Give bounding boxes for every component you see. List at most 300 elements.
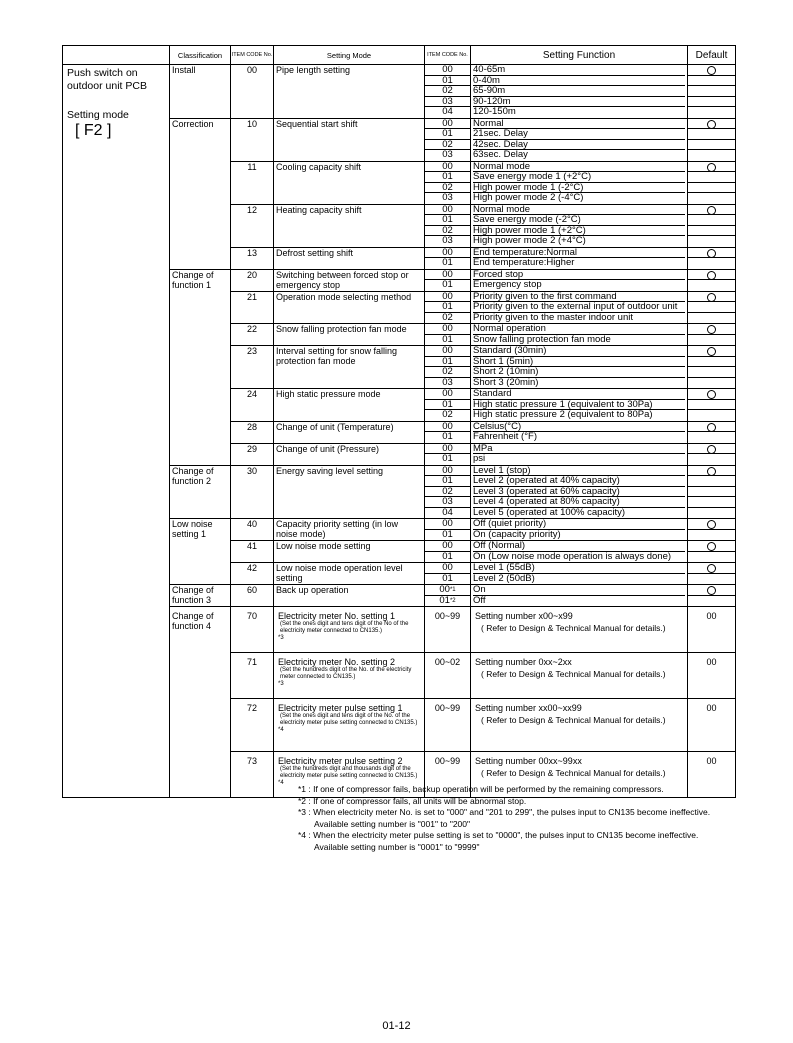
setting-mode-label: [63, 65, 170, 798]
function-value: Priority given to the master indoor unit: [473, 312, 633, 323]
default-cell: [688, 291, 736, 324]
function-title: Setting number x00~x99: [475, 611, 573, 621]
function-value: Off (Normal): [473, 541, 685, 552]
default-value: [688, 302, 735, 313]
mode-footnote-ref: *4: [278, 727, 284, 733]
code-value: [425, 422, 470, 433]
code-value: [425, 563, 470, 574]
function-ref: ( Refer to Design & Technical Manual for details.): [481, 768, 666, 778]
default-value: [688, 487, 735, 498]
default-cell: [688, 161, 736, 204]
code-text: 01: [442, 529, 453, 540]
function-title: Setting number xx00~xx99: [475, 703, 582, 713]
code-value: [425, 258, 470, 269]
mode-note: (Set the ones digit and tens digit of the No of the electricity meter connected to CN135.): [280, 621, 409, 634]
function-value: MPa: [473, 444, 685, 455]
function-value: End temperature:Higher: [473, 258, 575, 268]
code-value: [425, 367, 470, 378]
code-cell: [425, 269, 471, 291]
mode-title: Electricity meter No. setting 1: [278, 611, 396, 621]
item-code-cell: 30: [231, 465, 274, 519]
code-value: [425, 302, 470, 313]
code-cell: [425, 389, 471, 422]
default-value: [688, 357, 735, 368]
code-value: [425, 497, 470, 508]
default-value: [688, 129, 735, 140]
setting-mode-cell: Operation mode selecting method: [274, 291, 425, 324]
default-value: [688, 444, 735, 455]
default-value: [688, 258, 735, 269]
code-text: 02: [442, 182, 453, 193]
code-value: [425, 466, 470, 477]
default-cell: [688, 541, 736, 563]
function-cell: [471, 563, 688, 585]
default-value: [688, 585, 735, 596]
default-value: [688, 248, 735, 259]
code-text: 01: [442, 258, 453, 268]
default-circle-icon: [707, 347, 716, 356]
function-value: Forced stop: [473, 270, 685, 281]
item-code-cell: 42: [231, 563, 274, 585]
default-value: [688, 215, 735, 226]
function-value: Fahrenheit (°F): [473, 432, 537, 442]
function-value: High power mode 2 (+4°C): [473, 236, 586, 246]
code-text: 02: [442, 367, 453, 377]
footnote: *2 : If one of compressor fails, all units will be abnormal stop.: [298, 795, 527, 806]
default-circle-icon: [707, 467, 716, 476]
default-circle-icon: [707, 120, 716, 129]
function-value: Normal mode: [473, 205, 685, 216]
code-text: 01: [442, 551, 453, 562]
default-value: [688, 107, 735, 118]
default-circle-icon: [707, 390, 716, 399]
code-value: [425, 150, 470, 161]
default-value: [688, 162, 735, 173]
item-code-cell: 23: [231, 346, 274, 389]
code-cell: 00~99: [425, 607, 471, 653]
code-value: [425, 476, 470, 487]
code-value: [425, 172, 470, 183]
setting-mode-cell: Cooling capacity shift: [274, 161, 425, 204]
code-value: [425, 119, 470, 130]
left-line: Setting mode: [67, 109, 129, 121]
code-text: 03: [442, 96, 453, 107]
default-value: [688, 119, 735, 130]
footnotes: [298, 784, 710, 853]
code-text: 00: [442, 247, 453, 258]
function-cell: [471, 204, 688, 247]
function-value: 65-90m: [473, 86, 685, 97]
code-text: 01: [442, 476, 453, 486]
default-value: [688, 541, 735, 552]
classification-cell: Change of function 4: [170, 607, 231, 653]
code-text: 01: [442, 399, 453, 410]
code-cell: [425, 247, 471, 269]
function-cell: [471, 389, 688, 422]
code-cell: [425, 541, 471, 563]
function-value: Level 1 (stop): [473, 466, 685, 477]
code-text: 00: [442, 161, 453, 172]
footnote: *4 : When the electricity meter pulse setting is set to "0000", the pulses input to CN135 become ineffective.: [298, 830, 699, 840]
default-cell: 00: [688, 653, 736, 699]
default-value: [688, 270, 735, 281]
item-code-cell: 20: [231, 269, 274, 291]
code-cell: [425, 421, 471, 443]
default-value: [688, 596, 735, 607]
function-value: High static pressure 1 (equivalent to 30Pa): [473, 400, 685, 411]
default-cell: [688, 118, 736, 161]
classification-cell: [170, 204, 231, 247]
setting-mode-cell: Snow falling protection fan mode: [274, 324, 425, 346]
code-value: [425, 389, 470, 400]
function-value: On: [473, 585, 685, 596]
default-value: [688, 432, 735, 443]
function-value: 21sec. Delay: [473, 129, 685, 140]
function-value: Level 4 (operated at 80% capacity): [473, 497, 685, 508]
code-cell: [425, 204, 471, 247]
function-value: 90-120m: [473, 97, 685, 108]
function-value: Snow falling protection fan mode: [473, 334, 611, 345]
left-line: Push switch on: [67, 67, 138, 79]
setting-mode-cell: Switching between forced stop or emergency stop: [274, 269, 425, 291]
code-text: 01: [442, 356, 453, 367]
default-value: [688, 172, 735, 183]
code-value: [425, 324, 470, 335]
default-value: [688, 183, 735, 194]
code-value: [425, 193, 470, 204]
function-value: High power mode 1 (-2°C): [473, 183, 685, 194]
code-text: 00: [442, 519, 453, 529]
function-value: Celsius(°C): [473, 422, 685, 433]
classification-cell: [170, 346, 231, 389]
code-value: [425, 205, 470, 216]
function-value: Normal: [473, 119, 685, 130]
code-text: 00: [442, 443, 453, 454]
footnote: *3 : When electricity meter No. is set to "000" and "201 to 299", the pulses input to CN135 become ineffective.: [298, 807, 711, 817]
code-value: [425, 86, 470, 97]
code-text: 01: [442, 432, 453, 442]
header-code: ITEM CODE No.: [425, 46, 471, 65]
item-code-cell: 13: [231, 247, 274, 269]
item-code-cell: 28: [231, 421, 274, 443]
default-value: [688, 313, 735, 324]
footnote-continuation: Available setting number is "001" to "200": [314, 818, 471, 829]
code-value: [425, 432, 470, 443]
item-code-cell: 41: [231, 541, 274, 563]
code-text: 00: [442, 324, 453, 334]
classification-cell: Change of function 1: [170, 269, 231, 291]
code-value: [425, 226, 470, 237]
default-value: [688, 205, 735, 216]
default-value: [688, 389, 735, 400]
function-value: Emergency stop: [473, 280, 542, 290]
code-cell: [425, 519, 471, 541]
setting-mode-cell: [274, 699, 425, 752]
code-value: [425, 519, 470, 530]
code-text: 00: [442, 118, 453, 129]
item-code-cell: 29: [231, 443, 274, 465]
code-value: [425, 215, 470, 226]
default-circle-icon: [707, 542, 716, 551]
mode-title: Electricity meter pulse setting 1: [278, 703, 403, 713]
mode-title: Electricity meter pulse setting 2: [278, 756, 403, 766]
default-circle-icon: [707, 520, 716, 529]
code-text: 02: [442, 312, 453, 323]
classification-cell: [170, 563, 231, 585]
function-value: Normal mode: [473, 162, 685, 173]
default-circle-icon: [707, 445, 716, 454]
code-value: [425, 65, 470, 76]
code-value: [425, 140, 470, 151]
settings-table: [62, 45, 736, 798]
function-cell: [471, 465, 688, 519]
function-value: Standard: [473, 389, 685, 400]
setting-mode-cell: High static pressure mode: [274, 389, 425, 422]
code-text: 00: [442, 541, 453, 551]
default-value: [688, 454, 735, 465]
classification-cell: [170, 541, 231, 563]
code-value: [425, 280, 470, 291]
code-text: 01: [442, 75, 453, 86]
default-value: [688, 574, 735, 585]
code-text: 02: [442, 225, 453, 236]
default-cell: 00: [688, 607, 736, 653]
setting-mode-cell: Low noise mode setting: [274, 541, 425, 563]
default-cell: [688, 421, 736, 443]
item-code-cell: 60: [231, 585, 274, 607]
default-circle-icon: [707, 249, 716, 258]
function-ref: ( Refer to Design & Technical Manual for details.): [481, 669, 666, 679]
code-text: 03: [442, 236, 453, 246]
classification-cell: [170, 291, 231, 324]
code-text: 04: [442, 507, 453, 518]
function-cell: [471, 653, 688, 699]
default-cell: [688, 519, 736, 541]
mode-title: Electricity meter No. setting 2: [278, 657, 396, 667]
default-value: [688, 324, 735, 335]
mode-note: (Set the ones digit and tens digit of the No. of the electricity meter pulse setting connected to CN135.): [280, 713, 418, 726]
code-text: 01: [442, 280, 453, 290]
code-text: 02: [442, 86, 453, 96]
function-value: High power mode 1 (+2°C): [473, 226, 685, 237]
code-value: [425, 183, 470, 194]
function-value: Normal operation: [473, 324, 685, 335]
default-value: [688, 378, 735, 389]
default-cell: [688, 585, 736, 607]
code-value: [425, 292, 470, 303]
code-cell: 00~99: [425, 699, 471, 752]
default-value: [688, 346, 735, 357]
function-value: Short 2 (10min): [473, 367, 685, 378]
function-ref: ( Refer to Design & Technical Manual for details.): [481, 715, 666, 725]
function-value: Level 2 (operated at 40% capacity): [473, 476, 685, 487]
function-value: Level 2 (50dB): [473, 573, 535, 584]
default-value: [688, 530, 735, 541]
code-value: [425, 487, 470, 498]
classification-cell: [170, 247, 231, 269]
default-value: [688, 236, 735, 247]
mode-footnote-ref: *3: [278, 681, 284, 687]
function-cell: [471, 607, 688, 653]
classification-cell: Correction: [170, 118, 231, 161]
default-circle-icon: [707, 586, 716, 595]
item-code-cell: 70: [231, 607, 274, 653]
function-value: End temperature:Normal: [473, 248, 685, 259]
code-text: 03: [442, 193, 453, 203]
function-cell: [471, 291, 688, 324]
code-cell: [425, 118, 471, 161]
code-text: 00: [442, 389, 453, 399]
code-text: 01: [442, 129, 453, 139]
code-text: 00: [442, 269, 453, 280]
function-value: Priority given to the external input of outdoor unit: [473, 302, 685, 313]
setting-mode-cell: Low noise mode operation level setting: [274, 563, 425, 585]
default-value: [688, 466, 735, 477]
item-code-cell: 00: [231, 65, 274, 119]
code-value: [425, 508, 470, 519]
function-value: psi: [473, 454, 486, 464]
default-value: [688, 519, 735, 530]
header-setting-function: Setting Function: [471, 46, 688, 65]
setting-mode-cell: Energy saving level setting: [274, 465, 425, 519]
default-cell: [688, 443, 736, 465]
code-cell: 00~99: [425, 752, 471, 798]
default-cell: [688, 389, 736, 422]
default-value: [688, 86, 735, 97]
default-value: [688, 400, 735, 411]
classification-cell: Change of function 3: [170, 585, 231, 607]
code-text: 00: [442, 65, 453, 75]
item-code-cell: 40: [231, 519, 274, 541]
function-cell: [471, 247, 688, 269]
function-value: 120-150m: [473, 107, 516, 117]
table-row: [63, 65, 736, 119]
classification-cell: [170, 752, 231, 798]
default-value: [688, 76, 735, 87]
setting-mode-cell: Sequential start shift: [274, 118, 425, 161]
code-value: [425, 97, 470, 108]
item-code-cell: 24: [231, 389, 274, 422]
function-value: Level 1 (55dB): [473, 563, 685, 574]
code-text: 02: [442, 410, 453, 420]
default-value: [688, 508, 735, 519]
code-value: [425, 357, 470, 368]
mode-note: (Set the hundreds digit of the No. of the electricity meter connected to CN135.): [280, 667, 412, 680]
function-value: High static pressure 2 (equivalent to 80Pa): [473, 410, 653, 420]
code-value: [425, 541, 470, 552]
code-value: [425, 585, 470, 596]
code-cell: [425, 324, 471, 346]
code-value: [425, 107, 470, 118]
code-value: [425, 378, 470, 389]
function-value: Standard (30min): [473, 346, 685, 357]
default-value: [688, 150, 735, 161]
mode-footnote-ref: *3: [278, 635, 284, 641]
setting-mode-cell: Change of unit (Pressure): [274, 443, 425, 465]
code-value: [425, 270, 470, 281]
default-cell: [688, 247, 736, 269]
code-text: 00: [442, 465, 453, 476]
function-ref: ( Refer to Design & Technical Manual for details.): [481, 623, 666, 633]
function-value: Save energy mode (-2°C): [473, 215, 685, 226]
default-circle-icon: [707, 206, 716, 215]
code-value: [425, 129, 470, 140]
default-circle-icon: [707, 325, 716, 334]
classification-cell: Install: [170, 65, 231, 119]
code-value: [425, 454, 470, 465]
header-default: Default: [688, 46, 736, 65]
default-circle-icon: [707, 293, 716, 302]
function-value: Save energy mode 1 (+2°C): [473, 172, 685, 183]
setting-mode-cell: Change of unit (Temperature): [274, 421, 425, 443]
default-cell: [688, 324, 736, 346]
setting-mode-cell: [274, 653, 425, 699]
code-text: 01: [442, 573, 453, 584]
default-cell: [688, 465, 736, 519]
function-value: Level 5 (operated at 100% capacity): [473, 507, 626, 518]
function-cell: [471, 519, 688, 541]
function-value: Level 3 (operated at 60% capacity): [473, 487, 685, 498]
footnote: *1 : If one of compressor fails, backup operation will be performed by the remaining compressors.: [298, 784, 664, 794]
function-value: Off: [473, 595, 486, 606]
function-value: Priority given to the first command: [473, 292, 685, 303]
classification-cell: Low noise setting 1: [170, 519, 231, 541]
header-item-code: ITEM CODE No.: [231, 46, 274, 65]
function-cell: [471, 585, 688, 607]
header-row: [63, 46, 736, 65]
code-text: 04: [442, 107, 453, 117]
code-text: 01: [442, 215, 453, 225]
default-value: [688, 292, 735, 303]
code-note: *1: [449, 587, 456, 593]
code-value: [425, 248, 470, 259]
mode-code: [ F2 ]: [75, 122, 112, 139]
default-value: [688, 422, 735, 433]
default-cell: 00: [688, 699, 736, 752]
classification-cell: Change of function 2: [170, 465, 231, 519]
classification-cell: [170, 324, 231, 346]
code-cell: [425, 65, 471, 119]
code-note: *2: [449, 597, 456, 604]
function-value: Short 1 (5min): [473, 357, 685, 368]
item-code-cell: 71: [231, 653, 274, 699]
default-circle-icon: [707, 66, 716, 75]
function-value: 40-65m: [473, 65, 685, 76]
mode-note: (Set the hundreds digit and thousands digit of the electricity meter pulse setting connected to CN135.): [280, 766, 418, 779]
code-cell: [425, 465, 471, 519]
item-code-cell: 10: [231, 118, 274, 161]
function-value: 0-40m: [473, 76, 685, 87]
default-value: [688, 226, 735, 237]
function-value: 63sec. Delay: [473, 150, 528, 160]
code-text: 01: [442, 334, 453, 345]
code-text: 01: [442, 172, 453, 182]
item-code-cell: 72: [231, 699, 274, 752]
function-value: High power mode 2 (-4°C): [473, 193, 584, 203]
code-text: 00: [442, 346, 453, 356]
code-text: 03: [442, 497, 453, 507]
header-blank: [63, 46, 170, 65]
default-value: [688, 193, 735, 204]
code-text: 01: [439, 595, 450, 606]
setting-mode-cell: Heating capacity shift: [274, 204, 425, 247]
function-cell: [471, 118, 688, 161]
code-text: 00: [442, 563, 453, 573]
code-text: 00: [439, 585, 450, 595]
code-value: [425, 76, 470, 87]
function-value: 42sec. Delay: [473, 140, 685, 151]
function-value: On (Low noise mode operation is always done): [473, 551, 672, 562]
